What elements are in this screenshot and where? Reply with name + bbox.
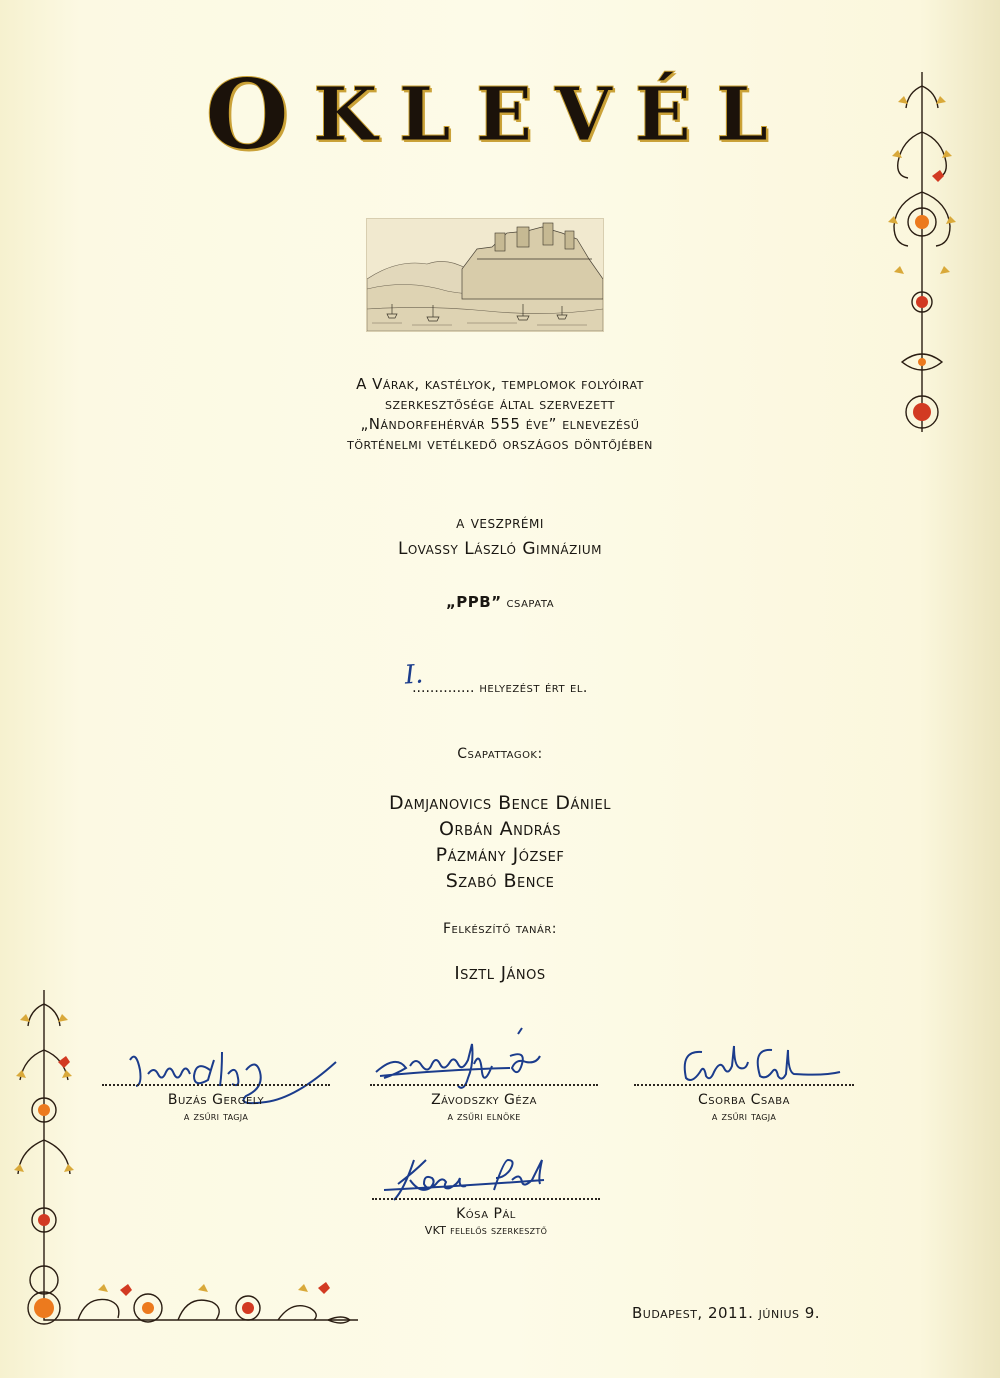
school-line-1: a veszprémi <box>456 513 544 533</box>
placement-text: helyezést ért el. <box>479 680 588 696</box>
signature-line <box>370 1084 598 1086</box>
signatory-role: a zsűri elnöke <box>447 1110 521 1123</box>
intro-text <box>0 374 1000 454</box>
team-name: „PPB” <box>445 593 502 611</box>
intro-line: szerkesztősége által szervezett <box>385 395 615 413</box>
member-name: Orbán András <box>439 818 561 840</box>
certificate-title <box>195 58 775 171</box>
title-letter: É <box>630 67 696 163</box>
member-name: Szabó Bence <box>445 870 555 892</box>
title-letter: K <box>312 67 378 163</box>
signatory-name: Csorba Csaba <box>698 1092 790 1108</box>
issue-date: Budapest, 2011. június 9. <box>632 1304 821 1322</box>
intro-line: A Várak, kastélyok, templomok folyóirat <box>356 375 644 393</box>
members-label: Csapattagok: <box>457 746 543 762</box>
title-letter: V <box>550 67 616 163</box>
teacher-name: Isztl János <box>454 963 546 984</box>
folk-ornament-bottom-left <box>8 990 368 1360</box>
folk-ornament-top-right <box>880 72 964 442</box>
team-suffix: csapata <box>506 595 555 611</box>
signature-line <box>372 1198 600 1200</box>
signatory-name: Kósa Pál <box>456 1206 516 1222</box>
teacher-label: Felkészítő tanár: <box>442 921 558 937</box>
signatory-name: Závodszky Géza <box>431 1092 537 1108</box>
signatory-name: Buzás Gergely <box>167 1092 265 1108</box>
signatory-zavodszky <box>370 1084 598 1123</box>
title-letter: L <box>392 67 458 163</box>
signature-csorba <box>676 1040 846 1090</box>
title-letter: O <box>195 67 299 163</box>
intro-line: történelmi vetélkedő országos döntőjében <box>347 435 653 453</box>
placement-line <box>0 680 1000 696</box>
signature-line <box>634 1084 854 1086</box>
signatory-kosa <box>372 1198 600 1237</box>
school-block <box>0 510 1000 562</box>
signatory-role: VKT felelős szerkesztő <box>424 1224 548 1237</box>
placement-value: I. <box>403 659 425 691</box>
title-letter: L <box>709 67 775 163</box>
members-list <box>0 790 1000 894</box>
castle-engraving-drawing <box>367 219 603 331</box>
school-name: Lovassy László Gimnázium <box>397 539 603 559</box>
signatory-csorba <box>634 1084 854 1123</box>
castle-engraving-image <box>366 218 604 332</box>
placement-dots: .............. <box>412 680 475 696</box>
team-line <box>0 593 1000 611</box>
signatory-role: a zsűri tagja <box>183 1110 249 1123</box>
title-letter: E <box>471 67 537 163</box>
intro-line: „Nándorfehérvár 555 éve” elnevezésű <box>360 415 640 433</box>
member-name: Damjanovics Bence Dániel <box>389 792 611 814</box>
signatory-role: a zsűri tagja <box>711 1110 777 1123</box>
member-name: Pázmány József <box>435 844 565 866</box>
